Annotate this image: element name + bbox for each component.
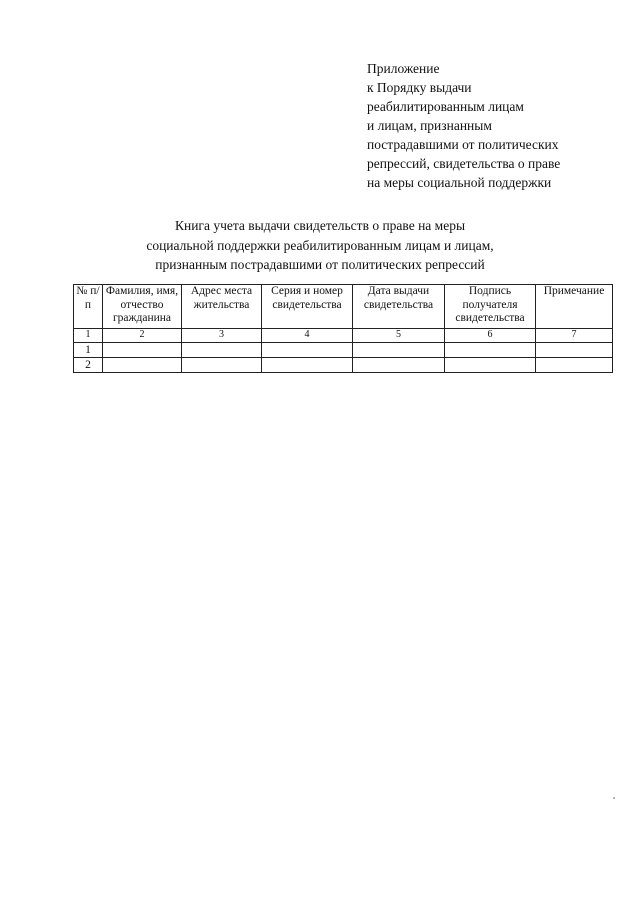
column-number-cell: 5: [353, 329, 445, 343]
title-line: социальной поддержки реабилитированным лицам и лицам,: [146, 237, 494, 253]
header-cell-certificate-number: Серия и номер свидетельства: [262, 285, 353, 329]
table-cell: [103, 343, 182, 358]
table-cell: 2: [74, 358, 103, 373]
column-number-cell: 6: [445, 329, 536, 343]
table-row: [74, 358, 613, 373]
header-row: [74, 285, 613, 329]
table-cell: [262, 358, 353, 373]
title-line: Книга учета выдачи свидетельств о праве на меры: [174, 218, 466, 233]
table-cell: [353, 343, 445, 358]
column-number-row: [74, 329, 613, 343]
header-cell-address: Адрес места жительства: [182, 285, 262, 329]
table-cell: [445, 343, 536, 358]
table-cell: [182, 358, 262, 373]
column-number-cell: 4: [262, 329, 353, 343]
appendix-line: на меры социальной поддержки: [367, 175, 552, 190]
header-cell-number: № п/п: [74, 285, 103, 329]
title-line: признанным пострадавшими от политических репрессий: [155, 257, 485, 272]
header-cell-issue-date: Дата выдачи свидетельства: [353, 285, 445, 329]
appendix-line: пострадавшими от политических: [367, 137, 559, 152]
table-cell: [536, 343, 613, 358]
header-cell-signature: Подпись получателя свидетельства: [445, 285, 536, 329]
header-cell-full-name: Фамилия, имя, отчество гражданина: [103, 285, 182, 329]
appendix-line: к Порядку выдачи: [367, 80, 472, 95]
table-cell: [536, 358, 613, 373]
column-number-cell: 7: [536, 329, 613, 343]
table-cell: 1: [74, 343, 103, 358]
appendix-line: и лицам, признанным: [367, 118, 492, 133]
column-number-cell: 1: [74, 329, 103, 343]
appendix-line: Приложение: [367, 61, 440, 76]
scan-speck: [613, 797, 615, 799]
appendix-line: репрессий, свидетельства о праве: [367, 156, 561, 171]
document-title: [100, 216, 540, 275]
column-number-cell: 2: [103, 329, 182, 343]
table-cell: [103, 358, 182, 373]
table-cell: [182, 343, 262, 358]
table-cell: [445, 358, 536, 373]
table-cell: [353, 358, 445, 373]
header-cell-note: Примечание: [536, 285, 613, 329]
table-row: [74, 343, 613, 358]
appendix-block: [367, 59, 617, 192]
column-number-cell: 3: [182, 329, 262, 343]
appendix-line: реабилитированным лицам: [367, 99, 524, 114]
table-cell: [262, 343, 353, 358]
registry-table: [73, 284, 613, 373]
